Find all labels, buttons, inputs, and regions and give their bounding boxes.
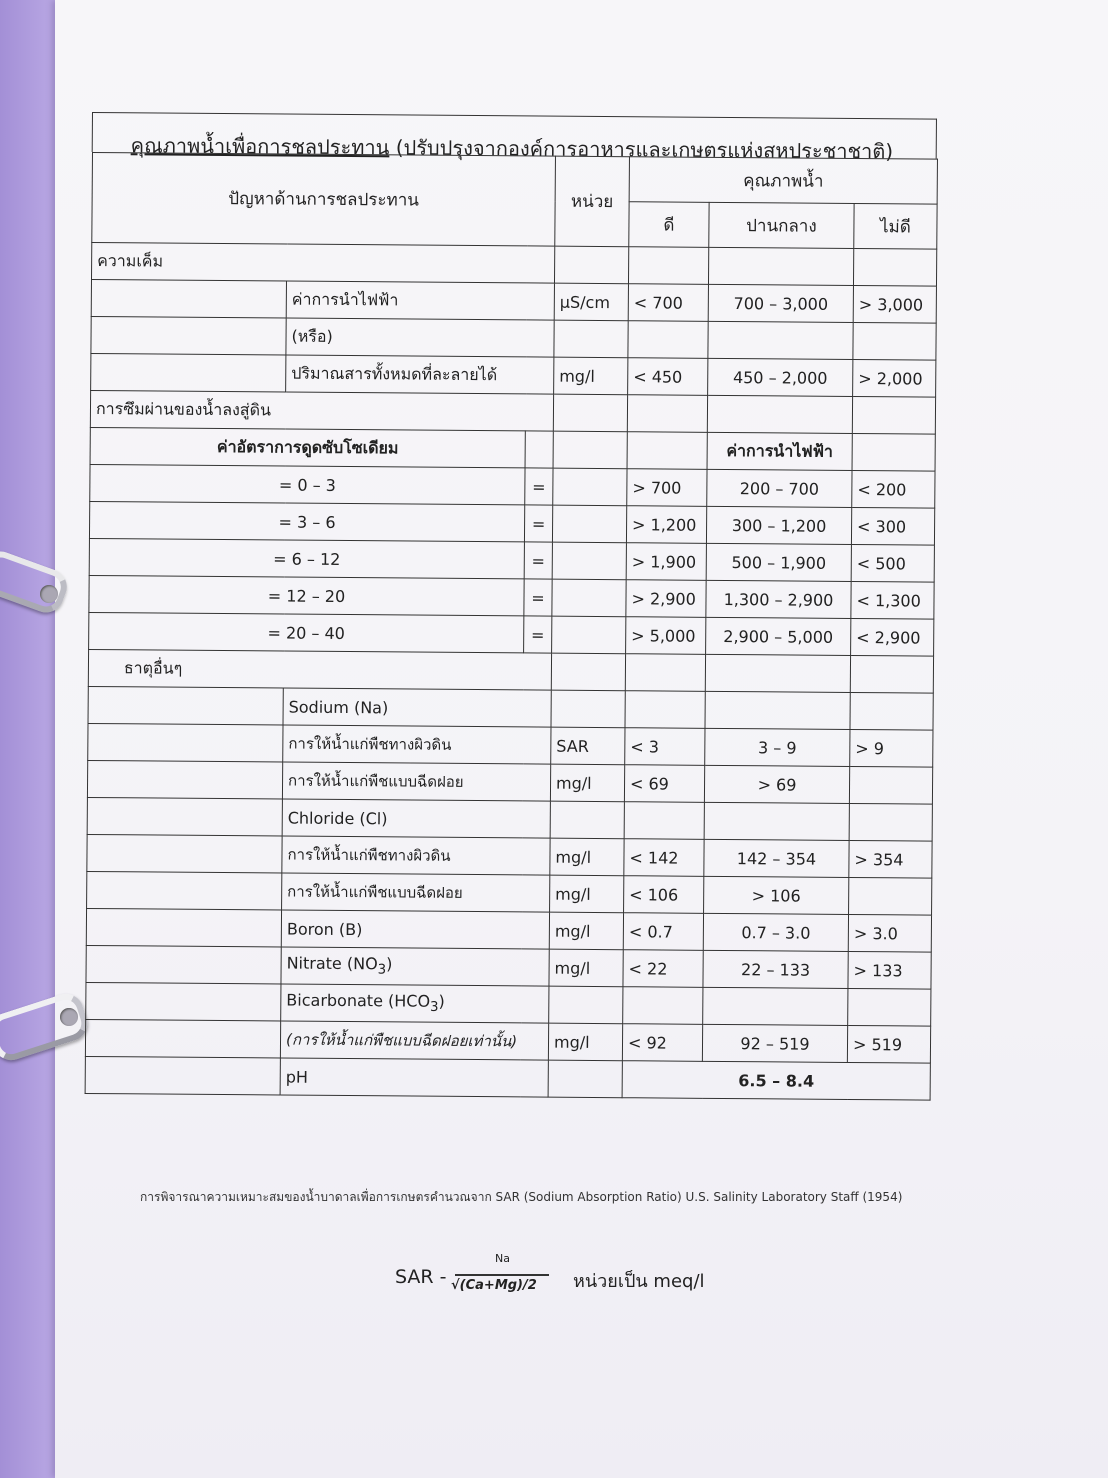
boron-bad: > 3.0: [848, 914, 931, 952]
chloride-surface-moderate: 142 – 354: [704, 839, 849, 877]
header-problem: ปัญหาด้านการชลประทาน: [92, 153, 556, 247]
chloride-sprinkler-bad: [849, 877, 932, 915]
ec-bad: < 200: [852, 470, 935, 508]
bicarbonate-sprinkler-bad: > 519: [847, 1025, 930, 1063]
tds-name: ปริมาณสารทั้งหมดที่ละลายได้: [286, 355, 554, 394]
ec-good: > 1,200: [626, 506, 706, 544]
sodium-surface-moderate: 3 – 9: [705, 728, 850, 766]
chloride-sprinkler-good: < 106: [624, 876, 704, 914]
ec-bad: < 2,900: [851, 618, 934, 656]
sar-range: = 6 – 12: [89, 538, 524, 578]
sar-label: ค่าอัตราการดูดซับโซเดียม: [90, 427, 525, 467]
sodium-surface-bad: > 9: [850, 729, 933, 767]
document-title: [92, 112, 937, 164]
tds-unit: mg/l: [554, 357, 628, 395]
conductivity-bad: > 3,000: [853, 285, 936, 323]
sodium-surface-unit: SAR: [551, 727, 625, 765]
sodium-surface-good: < 3: [625, 728, 705, 766]
sodium-sprinkler-bad: [849, 766, 932, 804]
ec-good: > 2,900: [626, 580, 706, 618]
nitrate-unit: mg/l: [549, 949, 623, 987]
ec-moderate: 300 – 1,200: [706, 506, 851, 544]
title-main: คุณภาพน้ำเพื่อการชลประทาน: [130, 133, 390, 160]
chloride-surface-good: < 142: [624, 839, 704, 877]
sar-formula: [395, 1252, 795, 1312]
header-quality: คุณภาพน้ำ: [629, 157, 937, 204]
sodium-sprinkler-unit: mg/l: [550, 764, 624, 802]
nitrate-name: Nitrate $(NO_3)$: [281, 947, 549, 986]
formula-numerator: Na: [495, 1252, 510, 1265]
boron-unit: mg/l: [549, 912, 623, 950]
formula-unit: หน่วยเป็น meq/l: [573, 1271, 705, 1292]
header-unit: หน่วย: [555, 156, 630, 247]
tds-bad: > 2,000: [853, 359, 936, 397]
chloride-sprinkler-unit: mg/l: [550, 875, 624, 913]
infiltration-label: การซึมผ่านของน้ำลงสู่ดิน: [90, 390, 553, 431]
header-good: ดี: [629, 202, 709, 248]
bicarbonate-sprinkler-name: (การให้น้ำแก่พืชแบบฉีดฝอยเท่านั้น): [280, 1021, 548, 1060]
ph-value: 6.5 – 8.4: [622, 1061, 930, 1100]
equals-sign: =: [524, 579, 552, 616]
sar-range: = 20 – 40: [89, 612, 524, 652]
equals-sign: =: [525, 468, 553, 505]
chloride-sprinkler-moderate: > 106: [704, 876, 849, 914]
conductivity-name: ค่าการนำไฟฟ้า: [286, 281, 554, 320]
conductivity-moderate: 700 – 3,000: [708, 284, 853, 322]
table-row: [85, 1056, 930, 1100]
boron-name: Boron (B): [281, 910, 549, 949]
formula-lhs: SAR -: [395, 1266, 447, 1288]
tds-good: < 450: [628, 358, 708, 396]
header-moderate: ปานกลาง: [709, 202, 854, 248]
bicarbonate-sprinkler-good: < 92: [622, 1024, 702, 1062]
header-row-1: [92, 153, 937, 205]
ec-good: > 5,000: [626, 617, 706, 655]
bicarbonate-sprinkler-unit: mg/l: [548, 1023, 622, 1061]
title-source: (ปรับปรุงจากองค์การอาหารและเกษตรแห่งสหประชาชาติ): [395, 135, 894, 164]
equals-sign: =: [524, 505, 552, 542]
water-quality-table-wrapper: [85, 152, 938, 1101]
ec-label: ค่าการนำไฟฟ้า: [707, 432, 852, 470]
fraction-bar: [455, 1274, 549, 1276]
other-label: ธาตุอื่นๆ: [88, 649, 551, 690]
conductivity-unit: µS/cm: [554, 283, 628, 321]
boron-good: < 0.7: [623, 913, 703, 951]
ph-name: pH: [280, 1058, 548, 1097]
ec-bad: < 300: [851, 507, 934, 545]
ec-moderate: 2,900 – 5,000: [706, 617, 851, 655]
chloride-surface-unit: mg/l: [550, 838, 624, 876]
bicarbonate-name: Bicarbonate $(HCO_3)$: [281, 984, 549, 1023]
salinity-label: ความเค็ม: [91, 243, 554, 284]
chloride-surface-name: การให้น้ำแก่พืชทางผิวดิน: [282, 836, 550, 875]
sar-range: = 0 – 3: [90, 464, 525, 504]
conductivity-good: < 700: [628, 284, 708, 322]
ec-good: > 1,900: [626, 543, 706, 581]
sodium-sprinkler-moderate: > 69: [704, 765, 849, 803]
or-label: (หรือ): [286, 318, 554, 357]
nitrate-good: < 22: [623, 950, 703, 988]
water-quality-table: [85, 152, 938, 1101]
nitrate-moderate: 22 – 133: [703, 950, 848, 988]
chloride-surface-bad: > 354: [849, 840, 932, 878]
sodium-sprinkler-name: การให้น้ำแก่พืชแบบฉีดฝอย: [282, 762, 550, 801]
bicarbonate-sprinkler-moderate: 92 – 519: [702, 1024, 847, 1062]
tds-moderate: 450 – 2,000: [708, 358, 853, 396]
boron-moderate: 0.7 – 3.0: [703, 913, 848, 951]
nitrate-bad: > 133: [848, 951, 931, 989]
sar-range: = 12 – 20: [89, 575, 524, 615]
sar-range: = 3 – 6: [89, 501, 524, 541]
equals-sign: =: [524, 542, 552, 579]
ec-good: > 700: [627, 469, 707, 507]
sodium-surface-name: การให้น้ำแก่พืชทางผิวดิน: [283, 725, 551, 764]
ec-bad: < 500: [851, 544, 934, 582]
chloride-label: Chloride (Cl): [282, 799, 550, 838]
header-bad: ไม่ดี: [854, 203, 937, 249]
equals-sign: =: [524, 616, 552, 653]
ec-moderate: 200 – 700: [707, 469, 852, 507]
sodium-label: Sodium (Na): [283, 688, 551, 727]
formula-denominator: √(Ca+Mg)/2: [451, 1278, 537, 1293]
ec-bad: < 1,300: [851, 581, 934, 619]
sodium-sprinkler-good: < 69: [624, 765, 704, 803]
ec-moderate: 1,300 – 2,900: [706, 580, 851, 618]
footnote: การพิจารณาความเหมาะสมของน้ำบาดาลเพื่อการเกษตรคำนวณจาก SAR (Sodium Absorption Ratio) U.S. Salinity Laboratory Staff (1954): [140, 1190, 903, 1204]
ec-moderate: 500 – 1,900: [706, 543, 851, 581]
chloride-sprinkler-name: การให้น้ำแก่พืชแบบฉีดฝอย: [282, 873, 550, 912]
